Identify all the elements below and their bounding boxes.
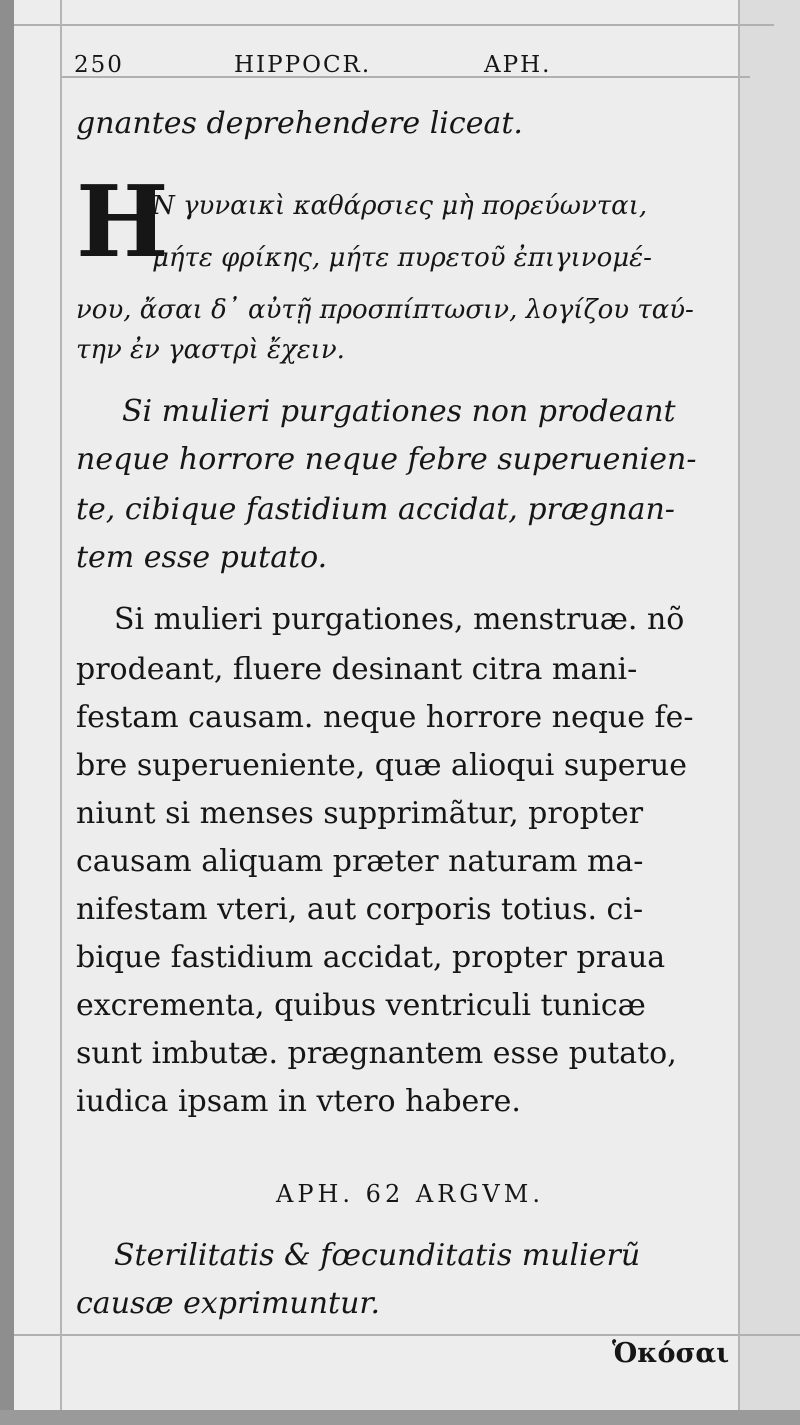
catchword: Ὁκόσαι xyxy=(612,1338,730,1369)
greek-line: νου, ἄσαι δ᾽ αὐτῇ προσπίπτωσιν, λογίζου ταύ- xyxy=(76,295,694,325)
facing-page-edge xyxy=(740,0,800,1410)
commentary-line: nifestam vteri, aut corporis totius. ci- xyxy=(76,892,644,927)
frame-rule-bottom xyxy=(14,1334,800,1336)
commentary-line: causam aliquam præter naturam ma- xyxy=(76,844,644,879)
commentary-line: festam causam. neque horrore neque fe- xyxy=(76,700,694,735)
commentary-line: sunt imbutæ. prægnantem esse putato, xyxy=(76,1036,677,1071)
frame-rule-right xyxy=(738,0,740,1410)
commentary-line: Si mulieri purgationes, menstruæ. nõ xyxy=(114,602,685,637)
argument-line: Sterilitatis & fœcunditatis mulierũ xyxy=(114,1238,641,1273)
argument-line: causæ exprimuntur. xyxy=(76,1286,380,1321)
aphorism-heading: APH. 62 ARGVM. xyxy=(276,1180,544,1208)
greek-line: την ἐν γαστρὶ ἔχειν. xyxy=(76,335,345,365)
frame-rule-top xyxy=(14,24,774,26)
translation-line: tem esse putato. xyxy=(76,540,328,575)
running-section: APH. xyxy=(484,52,552,78)
commentary-line: bique fastidium accidat, propter praua xyxy=(76,940,666,975)
bleed-through-text xyxy=(744,116,800,142)
scan-edge-left xyxy=(0,0,14,1425)
commentary-line: prodeant, fluere desinant citra mani- xyxy=(76,652,638,687)
commentary-line: iudica ipsam in vtero habere. xyxy=(76,1084,521,1119)
commentary-line: bre superueniente, quæ alioqui superue xyxy=(76,748,687,783)
commentary-line: excrementa, quibus ventriculi tunicæ xyxy=(76,988,646,1023)
drop-cap: H xyxy=(76,165,169,280)
translation-line: Si mulieri purgationes non prodeant xyxy=(122,394,676,429)
frame-rule-left xyxy=(60,0,62,1410)
scan-edge-bottom xyxy=(0,1410,800,1425)
translation-line: neque horrore neque febre superuenien- xyxy=(76,442,697,477)
translation-line: te, cibique fastidium accidat, prægnan- xyxy=(76,492,675,527)
greek-line: N γυναικὶ καθάρσιες μὴ πορεύωνται, xyxy=(152,191,648,221)
greek-line: μήτε φρίκης, μήτε πυρετοῦ ἐπιγινομέ- xyxy=(152,243,652,273)
running-header xyxy=(74,46,724,86)
commentary-line: niunt si menses supprimãtur, propter xyxy=(76,796,644,831)
page-number: 250 xyxy=(74,52,124,78)
running-title: HIPPOCR. xyxy=(234,52,372,78)
text-line: gnantes deprehendere liceat. xyxy=(76,106,523,141)
